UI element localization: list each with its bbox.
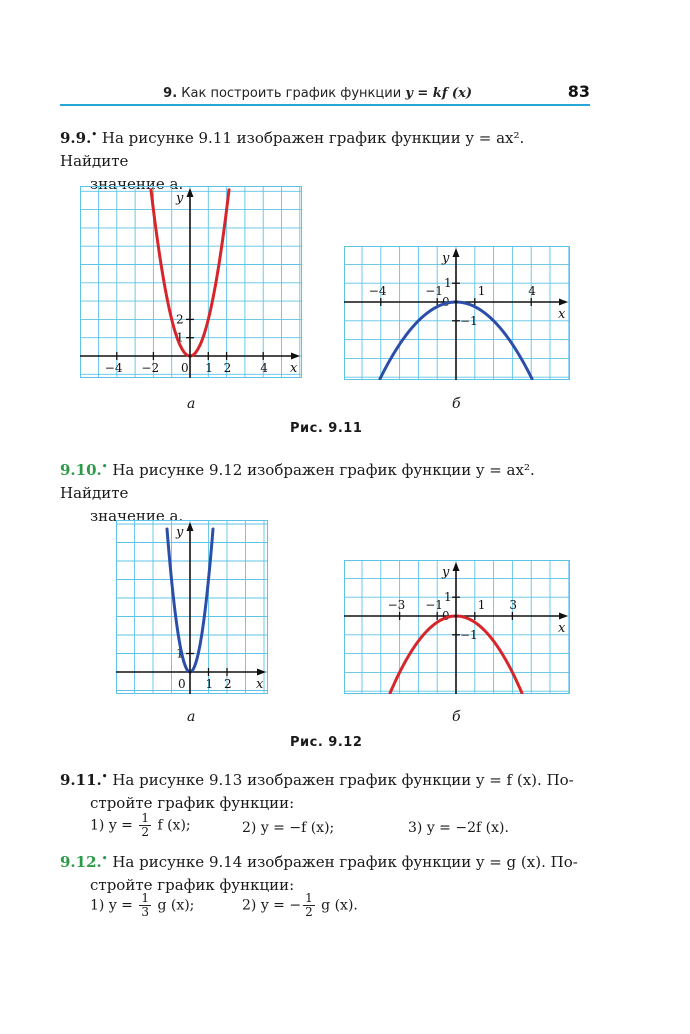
x-tick-label: 1 [205, 677, 214, 691]
x-tick-label: 1 [477, 598, 486, 612]
x-axis-label: x [558, 307, 566, 322]
answer-option: 1) y = $\frac{1}{2}$ f (x); [90, 811, 191, 839]
y-tick-label: 2 [176, 312, 184, 327]
graph-912b [344, 560, 570, 694]
y-axis-arrow [187, 188, 194, 197]
figure-sublabel: а [187, 396, 196, 412]
x-tick-label: 2 [223, 361, 232, 375]
y-axis-label: y [442, 251, 450, 266]
problem-9-12: 9.12.• На рисунке 9.14 изображен график функции y = g (x). По- стройте график функции: [60, 848, 590, 897]
x-tick-label: −4 [368, 284, 387, 298]
graph-912a [116, 520, 268, 694]
problem-text-line2: значение a. [90, 175, 184, 193]
x-tick-label: 1 [477, 284, 486, 298]
origin-point [455, 301, 458, 304]
x-tick-label: 2 [224, 677, 232, 691]
section-number: 9. [163, 86, 178, 101]
x-tick-label: −3 [387, 598, 406, 612]
problem-9-10: 9.10.• На рисунке 9.12 изображен график функции y = ax². Найдите значение a. [60, 456, 590, 528]
grid-border [117, 521, 268, 694]
x-tick-label: 3 [509, 598, 518, 612]
figure-sublabel: а [187, 709, 196, 725]
problem-number: 9.10. [60, 461, 102, 479]
x-tick-label: −1 [425, 598, 443, 612]
section-formula: y = kf (x) [405, 86, 472, 101]
y-tick-label: 1 [444, 276, 452, 291]
x-axis-arrow [291, 353, 300, 360]
problem-text-line2: значение a. [90, 507, 184, 525]
header-rule [60, 104, 590, 106]
problem-9-9: 9.9.• На рисунке 9.11 изображен график функции y = ax². Найдите значение a. [60, 124, 590, 196]
x-tick-label: 0 [181, 361, 189, 375]
y-axis-arrow [453, 562, 460, 571]
x-axis-arrow [559, 299, 568, 306]
problem-number: 9.12. [60, 853, 102, 871]
figure-caption: Рис. 9.12 [290, 735, 363, 750]
fraction: $\frac{1}{2}$ [141, 811, 149, 839]
answer-option: 3) y = −2f (x). [408, 820, 509, 836]
x-axis-label: x [558, 621, 566, 636]
problem-text: На рисунке 9.14 изображен график функции y = g (x). По- [112, 853, 578, 871]
answer-option: 1) y = $\frac{1}{3}$ g (x); [90, 891, 195, 919]
graph-911b [344, 246, 570, 380]
header-title [163, 86, 472, 101]
page-number: 83 [567, 82, 590, 101]
grid-border [81, 187, 302, 378]
y-tick-label: 1 [176, 646, 184, 661]
y-axis-arrow [187, 522, 194, 531]
x-tick-label: 4 [528, 284, 536, 298]
x-tick-label: −1 [425, 284, 443, 298]
y-axis-label: y [442, 565, 450, 580]
origin-point [189, 671, 192, 674]
x-tick-label: −2 [141, 361, 160, 375]
y-axis-label: y [176, 191, 184, 206]
problem-text: На рисунке 9.13 изображен график функции y = f (x). По- [112, 771, 574, 789]
section-title: Как построить график функции [181, 86, 402, 101]
grid-border [345, 561, 570, 694]
x-tick-label: −4 [104, 361, 123, 375]
problem-text-line2: стройте график функции: [90, 876, 295, 894]
y-axis-label: y [176, 525, 184, 540]
x-axis-label: x [290, 361, 298, 376]
figure-caption: Рис. 9.11 [290, 421, 363, 436]
y-tick-label: 1 [444, 590, 452, 605]
fraction: $\frac{1}{3}$ [141, 891, 149, 919]
grid-border [345, 247, 570, 380]
problem-text: На рисунке 9.11 изображен график функции y = ax². Найдите [60, 129, 525, 170]
problem-text: На рисунке 9.12 изображен график функции y = ax². Найдите [60, 461, 535, 502]
y-tick-label: −1 [460, 627, 478, 642]
figure-sublabel: б [452, 709, 461, 725]
x-tick-label: 1 [205, 361, 213, 375]
problem-9-11: 9.11.• На рисунке 9.13 изображен график функции y = f (x). По- стройте график функции: [60, 766, 590, 815]
y-tick-label: 0 [442, 295, 450, 309]
origin-point [455, 615, 458, 618]
x-axis-label: x [256, 677, 264, 692]
answer-option: 2) y = − $\frac{1}{2}$ g (x). [242, 891, 358, 919]
running-header [60, 80, 590, 106]
y-tick-label: 1 [176, 330, 184, 345]
problem-text-line2: стройте график функции: [90, 794, 295, 812]
origin-point [189, 355, 192, 358]
x-axis-arrow [559, 613, 568, 620]
answer-option: 2) y = −f (x); [242, 820, 335, 836]
y-tick-label: 0 [442, 609, 450, 623]
x-axis-arrow [257, 669, 266, 676]
problem-number: 9.9. [60, 129, 92, 147]
fraction: $\frac{1}{2}$ [305, 891, 313, 919]
x-tick-label: 0 [178, 677, 186, 691]
x-tick-label: 4 [260, 361, 268, 375]
graph-911a [80, 186, 302, 378]
problem-number: 9.11. [60, 771, 102, 789]
y-axis-arrow [453, 248, 460, 257]
y-tick-label: −1 [460, 313, 478, 328]
figure-sublabel: б [452, 396, 461, 412]
